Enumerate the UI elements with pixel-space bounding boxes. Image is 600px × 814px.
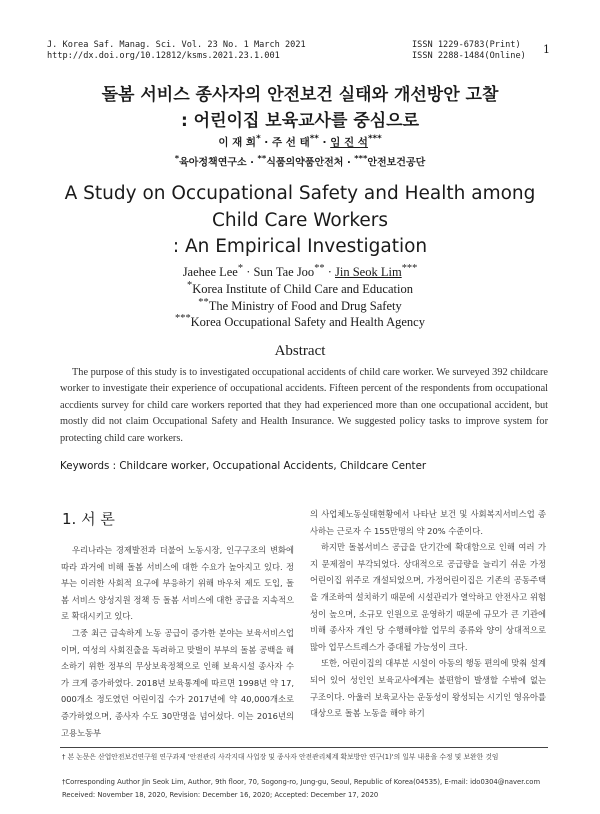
author-mark: * xyxy=(237,263,244,274)
korean-author-1: 이 재 희 xyxy=(218,136,257,149)
english-author-1: Jaehee Lee xyxy=(182,265,238,280)
author-mark: * xyxy=(256,134,261,144)
korean-aff-1: 육아정책연구소 xyxy=(179,157,247,169)
issn-print: ISSN 1229-6783(Print) xyxy=(412,40,521,50)
english-affiliation-1 xyxy=(0,280,600,297)
korean-aff-3: 안전보건공단 xyxy=(367,157,426,169)
english-title-line2: Child Care Workers xyxy=(211,210,389,231)
english-author-3: Jin Seok Lim xyxy=(335,265,402,280)
aff-text: The Ministry of Food and Drug Safety xyxy=(208,299,402,314)
separator: · xyxy=(318,136,331,149)
page-number: 1 xyxy=(543,43,550,56)
aff-mark: *** xyxy=(175,313,191,324)
korean-title-line2: : 어린이집 보육교사를 중심으로 xyxy=(180,111,420,131)
separator: · xyxy=(246,157,258,169)
keywords-label: Keywords : xyxy=(60,460,120,472)
aff-mark: *** xyxy=(354,153,368,163)
aff-mark: * xyxy=(174,153,180,163)
english-title-line1: A Study on Occupational Safety and Health among xyxy=(64,183,536,204)
left-column xyxy=(61,542,294,741)
english-authors xyxy=(0,263,600,280)
korean-affiliations xyxy=(0,153,600,168)
aff-mark: ** xyxy=(198,297,209,308)
english-author-2: Sun Tae Joo xyxy=(253,265,315,280)
english-title-line3: : An Empirical Investigation xyxy=(172,236,428,257)
footnote-divider xyxy=(60,747,548,748)
footnote-1 xyxy=(62,751,546,763)
paragraph: 하지만 돌봄서비스 공급을 단기간에 확대함으로 인해 여러 가지 문제점이 부각되었다. 상대적으로 공급량을 늘리기 쉬운 가정어린이집 위주로 개설되었으며, 가정어린이집은 기존의 공동주택을 개조하여 설치하기 때문에 시설관리가 열악하고 안전사고 위험성이 높으며, 소규모 인원으로 운영하기 때문에 규모가 큰 기관에 비해 종사자 개인 당 수행해야할 업무의 종류와 양이 상대적으로 많아 업무스트레스가 증대될 가능성이 크다. xyxy=(310,542,546,652)
footnote-text: Corresponding Author Jin Seok Lim, Author, 9th floor, 70, Sogong-ro, Jung-gu, Seoul, Republic of Korea(04535), E-mail: ido0304@naver.com xyxy=(65,778,541,786)
footnote-mark: † xyxy=(62,753,66,761)
aff-text: Korea Occupational Safety and Health Agency xyxy=(190,315,425,330)
issn-online: ISSN 2288-1484(Online) xyxy=(412,51,526,61)
received-dates: Received: November 18, 2020, Revision: December 16, 2020; Accepted: December 17, 2020 xyxy=(62,791,379,799)
paragraph: 우리나라는 경제발전과 더불어 노동시장, 인구구조의 변화에 따라 과거에 비해 돌봄 서비스에 대한 수요가 높아지고 있다. 정부는 이러한 사회적 요구에 부응하기 위해 바우처 제도 도입, 돌봄 서비스 양성지원 정책 등 돌봄 서비스에 대한 공급을 지속적으로 확대시키고 있다. xyxy=(61,545,294,622)
doi-link[interactable]: http://dx.doi.org/10.12812/ksms.2021.23.1.001 xyxy=(47,51,280,61)
aff-text: Korea Institute of Child Care and Education xyxy=(192,282,413,297)
section-heading: 1. 서 론 xyxy=(62,510,115,528)
paragraph: 또한, 어린이집의 대부분 시설이 아동의 행동 편의에 맞춰 설계되어 있어 성인인 보육교사에게는 불편함이 발생할 수밖에 없는 구조이다. 아울러 보육교사는 운동성이 왕성되는 시기인 영유아를 대상으로 돌봄 노동을 해야 하기 xyxy=(310,658,546,719)
separator: · xyxy=(260,136,272,149)
footnote-mark: † xyxy=(62,778,66,786)
separator: · xyxy=(324,265,336,280)
english-affiliation-3 xyxy=(0,313,600,330)
author-mark: *** xyxy=(367,134,382,144)
keywords-text: Childcare worker, Occupational Accidents, Childcare Center xyxy=(119,460,427,472)
paragraph: 의 사업체노동실태현황에서 나타난 보건 및 사회복지서비스업 종사하는 근로자 수 155만명의 약 20% 수준이다. xyxy=(310,509,546,536)
footnote-2 xyxy=(62,776,552,788)
english-affiliation-2 xyxy=(0,297,600,314)
separator: · xyxy=(343,157,355,169)
aff-mark: ** xyxy=(257,153,267,163)
author-mark: ** xyxy=(314,263,325,274)
korean-author-2: 주 선 태 xyxy=(271,136,310,149)
keywords xyxy=(60,460,426,472)
author-mark: *** xyxy=(401,263,418,274)
abstract-text: The purpose of this study is to investigated occupational accidents of child care worker. We surveyed 392 childcare worker to investigate their experience of occupational accidents. Fifteen percent of the respondents from occupational accdients survey for child care workers reported that they had experienced more than one occupational accident, but mostly did not claim Occupational Safety and Health Insurance. We suggested policy tasks to improve system for protecting child care workers. xyxy=(60,367,548,444)
abstract-heading: Abstract xyxy=(274,343,326,359)
author-mark: ** xyxy=(309,134,319,144)
footnote-text: 본 논문은 산업안전보건연구원 연구과제 '안전관리 사각지대 사업장 및 종사자 안전관리체계 확보방안 연구(1)'의 일부 내용을 수정 및 보완한 것임 xyxy=(67,753,499,761)
right-column xyxy=(310,506,546,722)
korean-aff-2: 식품의약품안전처 xyxy=(266,157,344,169)
paragraph: 그중 최근 급속하게 노동 공급이 증가한 분야는 보육서비스업이며, 여성의 사회진출을 독려하고 맞벌이 부부의 돌봄 공백을 해소하기 위한 정부의 무상보육정책으로 인해 보육시설 종사자 수가 크게 증가하였다. 2018년 보육통계에 따르면 1998년 약 17,000개소 정도였던 어린이집 수가 2017년에 약 40,000개소로 증가하였으며, 종사자 수도 30만명을 넘어섰다. 이는 2016년의 고용노동부 xyxy=(61,627,294,738)
aff-mark: * xyxy=(187,280,193,291)
korean-title-line1: 돌봄 서비스 종사자의 안전보건 실태와 개선방안 고찰 xyxy=(101,85,499,105)
separator: · xyxy=(243,265,254,280)
korean-authors xyxy=(0,134,600,150)
journal-citation: J. Korea Saf. Manag. Sci. Vol. 23 No. 1 March 2021 xyxy=(47,40,306,50)
korean-author-3: 임 진 석 xyxy=(330,136,368,149)
